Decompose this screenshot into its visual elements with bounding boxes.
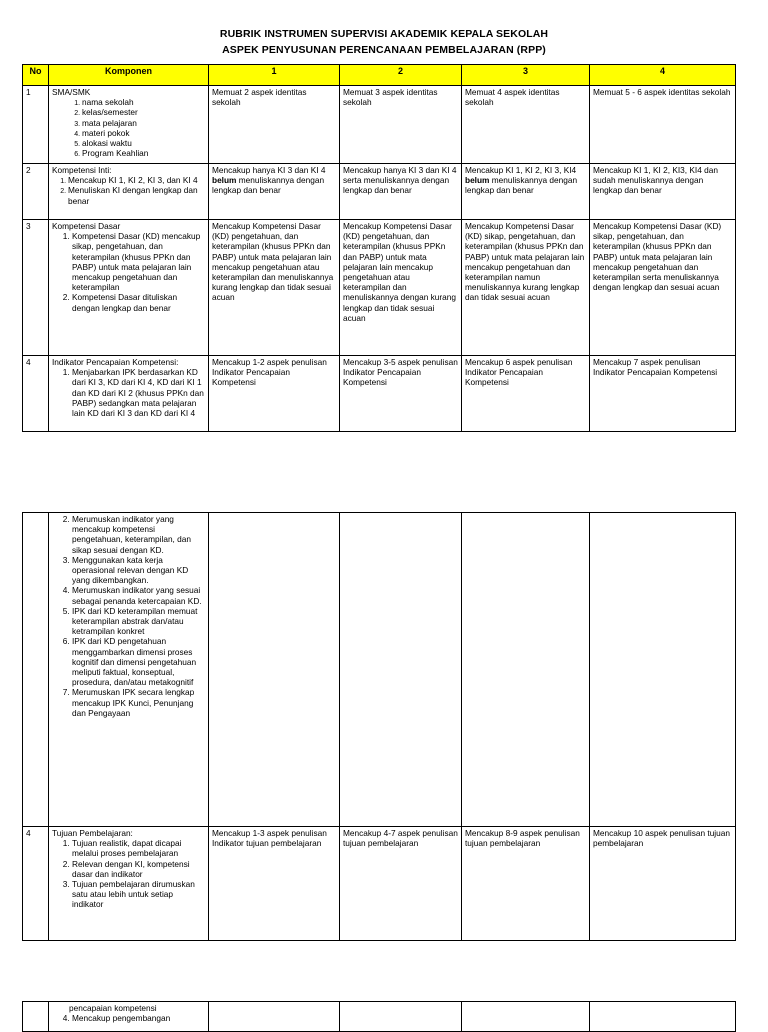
rubric-table-part-2	[22, 512, 736, 941]
row-number: 1	[23, 86, 49, 164]
list-item: 3. Menggunakan kata kerja operasional relevan dengan KD yang dikembangkan.	[72, 555, 205, 586]
list-item: 3. mata pelajaran	[82, 118, 205, 128]
component-list	[52, 838, 205, 909]
table-row	[23, 827, 736, 941]
cell-text: Mencakup KI 1, KI 2, KI 3, KI4	[465, 165, 577, 175]
row-number	[23, 1002, 49, 1032]
table-row	[23, 86, 736, 164]
score-2-cell	[340, 513, 462, 827]
score-4-cell: Mencakup 10 aspek penulisan tujuan pembelajaran	[590, 827, 736, 941]
document-title: RUBRIK INSTRUMEN SUPERVISI AKADEMIK KEPALA SEKOLAH	[219, 28, 549, 40]
score-4-cell: Memuat 5 - 6 aspek identitas sekolah	[590, 86, 736, 164]
cell-text-bold: belum	[212, 175, 237, 186]
cell-text: Mencakup hanya KI 3 dan KI 4	[212, 165, 326, 175]
score-3-cell	[462, 164, 590, 220]
component-cell	[49, 1002, 209, 1032]
component-title: Tujuan Pembelajaran:	[52, 828, 133, 838]
component-cell	[49, 827, 209, 941]
score-2-cell: Memuat 3 aspek identitas sekolah	[340, 86, 462, 164]
score-1-cell: Mencakup 1-3 aspek penulisan Indikator tujuan pembelajaran	[209, 827, 340, 941]
score-4-cell: Mencakup Kompetensi Dasar (KD) sikap, pengetahuan, dan keterampilan (khusus PPKn dan PABP) untuk mata pelajaran lain mencakup pengetahuan dan keterampilan serta menuliskannya dengan lengkap dan sesuai acuan	[590, 220, 736, 356]
score-2-cell: Mencakup 4-7 aspek penulisan tujuan pembelajaran	[340, 827, 462, 941]
score-4-cell	[590, 513, 736, 827]
score-3-cell: Mencakup 6 aspek penulisan Indikator Pencapaian Kompetensi	[462, 356, 590, 432]
header-score-3: 3	[462, 65, 590, 86]
component-title: Kompetensi Dasar	[52, 221, 121, 231]
component-list	[52, 367, 205, 418]
score-3-cell	[462, 1002, 590, 1032]
component-title: SMA/SMK	[52, 87, 91, 97]
header-no: No	[23, 65, 49, 86]
list-item: 2. kelas/semester	[82, 107, 205, 117]
header-komponen: Komponen	[49, 65, 209, 86]
component-list	[52, 97, 205, 158]
list-item: 1. Kompetensi Dasar (KD) mencakup sikap, pengetahuan, dan keterampilan (khusus PPKn dan PABP) untuk mata pelajaran lain mencakup pengetahuan dan keterampilan	[72, 231, 205, 292]
score-1-cell	[209, 1002, 340, 1032]
row-number	[23, 513, 49, 827]
score-3-cell	[462, 513, 590, 827]
list-item: 1. Mencakup KI 1, KI 2, KI 3, dan KI 4	[68, 175, 205, 185]
list-item: 6. Program Keahlian	[82, 148, 205, 158]
cell-text: menuliskannya dengan lengkap dan benar	[212, 175, 325, 196]
score-4-cell: Mencakup 7 aspek penulisan Indikator Pencapaian Kompetensi	[590, 356, 736, 432]
table-row	[23, 513, 736, 827]
component-continuation-text: pencapaian kompetensi	[69, 1003, 157, 1013]
component-list	[52, 231, 205, 313]
list-item: 3. Tujuan pembelajaran dirumuskan satu atau lebih untuk setiap indikator	[72, 879, 205, 910]
list-item: 4. Mencakup pengembangan	[72, 1013, 205, 1023]
score-1-cell: Memuat 2 aspek identitas sekolah	[209, 86, 340, 164]
component-list	[52, 1013, 205, 1023]
list-item: 7. Merumuskan IPK secara lengkap mencakup IPK Kunci, Penunjang dan Pengayaan	[72, 687, 205, 718]
component-list	[52, 514, 205, 718]
list-item: 2. Relevan dengan KI, kompetensi dasar dan indikator	[72, 859, 205, 879]
header-row	[23, 65, 736, 86]
row-number: 2	[23, 164, 49, 220]
header-score-1: 1	[209, 65, 340, 86]
row-number: 3	[23, 220, 49, 356]
document-subtitle: ASPEK PENYUSUNAN PERENCANAAN PEMBELAJARAN (RPP)	[222, 44, 546, 56]
component-cell	[49, 513, 209, 827]
score-3-cell: Memuat 4 aspek identitas sekolah	[462, 86, 590, 164]
header-score-2: 2	[340, 65, 462, 86]
cell-text: menuliskannya dengan lengkap dan benar	[465, 175, 578, 196]
score-2-cell: Mencakup hanya KI 3 dan KI 4 serta menuliskannya dengan lengkap dan benar	[340, 164, 462, 220]
rubric-table-part-1	[22, 64, 736, 432]
component-list	[52, 175, 205, 206]
score-1-cell	[209, 513, 340, 827]
score-1-cell: Mencakup Kompetensi Dasar (KD) pengetahuan, dan keterampilan (khusus PPKn dan PABP) untuk mata pelajaran lain mencakup pengetahuan atau keterampilan dan menuliskannya kurang lengkap dan tidak sesuai acuan	[209, 220, 340, 356]
component-cell	[49, 86, 209, 164]
score-1-cell: Mencakup 1-2 aspek penulisan Indikator Pencapaian Kompetensi	[209, 356, 340, 432]
row-number: 4	[23, 827, 49, 941]
score-1-cell	[209, 164, 340, 220]
list-item: 2. Kompetensi Dasar dituliskan dengan lengkap dan benar	[72, 292, 205, 312]
component-cell	[49, 356, 209, 432]
score-3-cell: Mencakup Kompetensi Dasar (KD) sikap, pengetahuan, dan keterampilan (khusus PPKn dan PABP) untuk mata pelajaran lain mencakup pengetahuan dan keterampilan namun menuliskannya kurang lengkap dan tidak sesuai acuan	[462, 220, 590, 356]
table-row	[23, 220, 736, 356]
score-4-cell: Mencakup KI 1, KI 2, KI3, KI4 dan sudah menuliskannya dengan lengkap dan benar	[590, 164, 736, 220]
score-2-cell: Mencakup 3-5 aspek penulisan Indikator Pencapaian Kompetensi	[340, 356, 462, 432]
component-title: Kompetensi Inti:	[52, 165, 112, 175]
row-number: 4	[23, 356, 49, 432]
table-row	[23, 164, 736, 220]
list-item: 6. IPK dari KD pengetahuan menggambarkan dimensi proses kognitif dan dimensi pengetahuan meliputi faktual, konseptual, prosedura, dan/atau metakognitif	[72, 636, 205, 687]
list-item: 2. Merumuskan indikator yang mencakup kompetensi pengetahuan, keterampilan, dan sikap sesuai dengan KD.	[72, 514, 205, 555]
component-cell	[49, 164, 209, 220]
list-item: 1. Menjabarkan IPK berdasarkan KD dari KI 3, KD dari KI 4, KD dari KI 1 dan KD dari KI 2 (khusus PPKn dan PABP) sedangkan mata pelajaran lain KD dari KI 3 dan KD dari KI 4	[72, 367, 205, 418]
list-item: 1. nama sekolah	[82, 97, 205, 107]
score-2-cell: Mencakup Kompetensi Dasar (KD) pengetahuan, dan keterampilan (khusus PPKn dan PABP) untuk mata pelajaran lain mencakup pengetahuan atau keterampilan dan menuliskannya dengan kurang lengkap dan tidak sesuai acuan	[340, 220, 462, 356]
table-row	[23, 356, 736, 432]
list-item: 1. Tujuan realistik, dapat dicapai melalui proses pembelajaran	[72, 838, 205, 858]
table-row	[23, 1002, 736, 1032]
header-score-4: 4	[590, 65, 736, 86]
list-item: 4. Merumuskan indikator yang sesuai sebagai penanda ketercapaian KD.	[72, 585, 205, 605]
score-2-cell	[340, 1002, 462, 1032]
cell-text-bold: belum	[465, 175, 490, 186]
list-item: 4. materi pokok	[82, 128, 205, 138]
list-item: 5. alokasi waktu	[82, 138, 205, 148]
component-cell	[49, 220, 209, 356]
component-title: Indikator Pencapaian Kompetensi:	[52, 357, 179, 367]
score-4-cell	[590, 1002, 736, 1032]
list-item: 5. IPK dari KD keterampilan memuat keterampilan abstrak dan/atau ketrampilan konkret	[72, 606, 205, 637]
score-3-cell: Mencakup 8-9 aspek penulisan tujuan pembelajaran	[462, 827, 590, 941]
rubric-table-part-3	[22, 1001, 736, 1032]
list-item: 2. Menuliskan KI dengan lengkap dan benar	[68, 185, 205, 205]
